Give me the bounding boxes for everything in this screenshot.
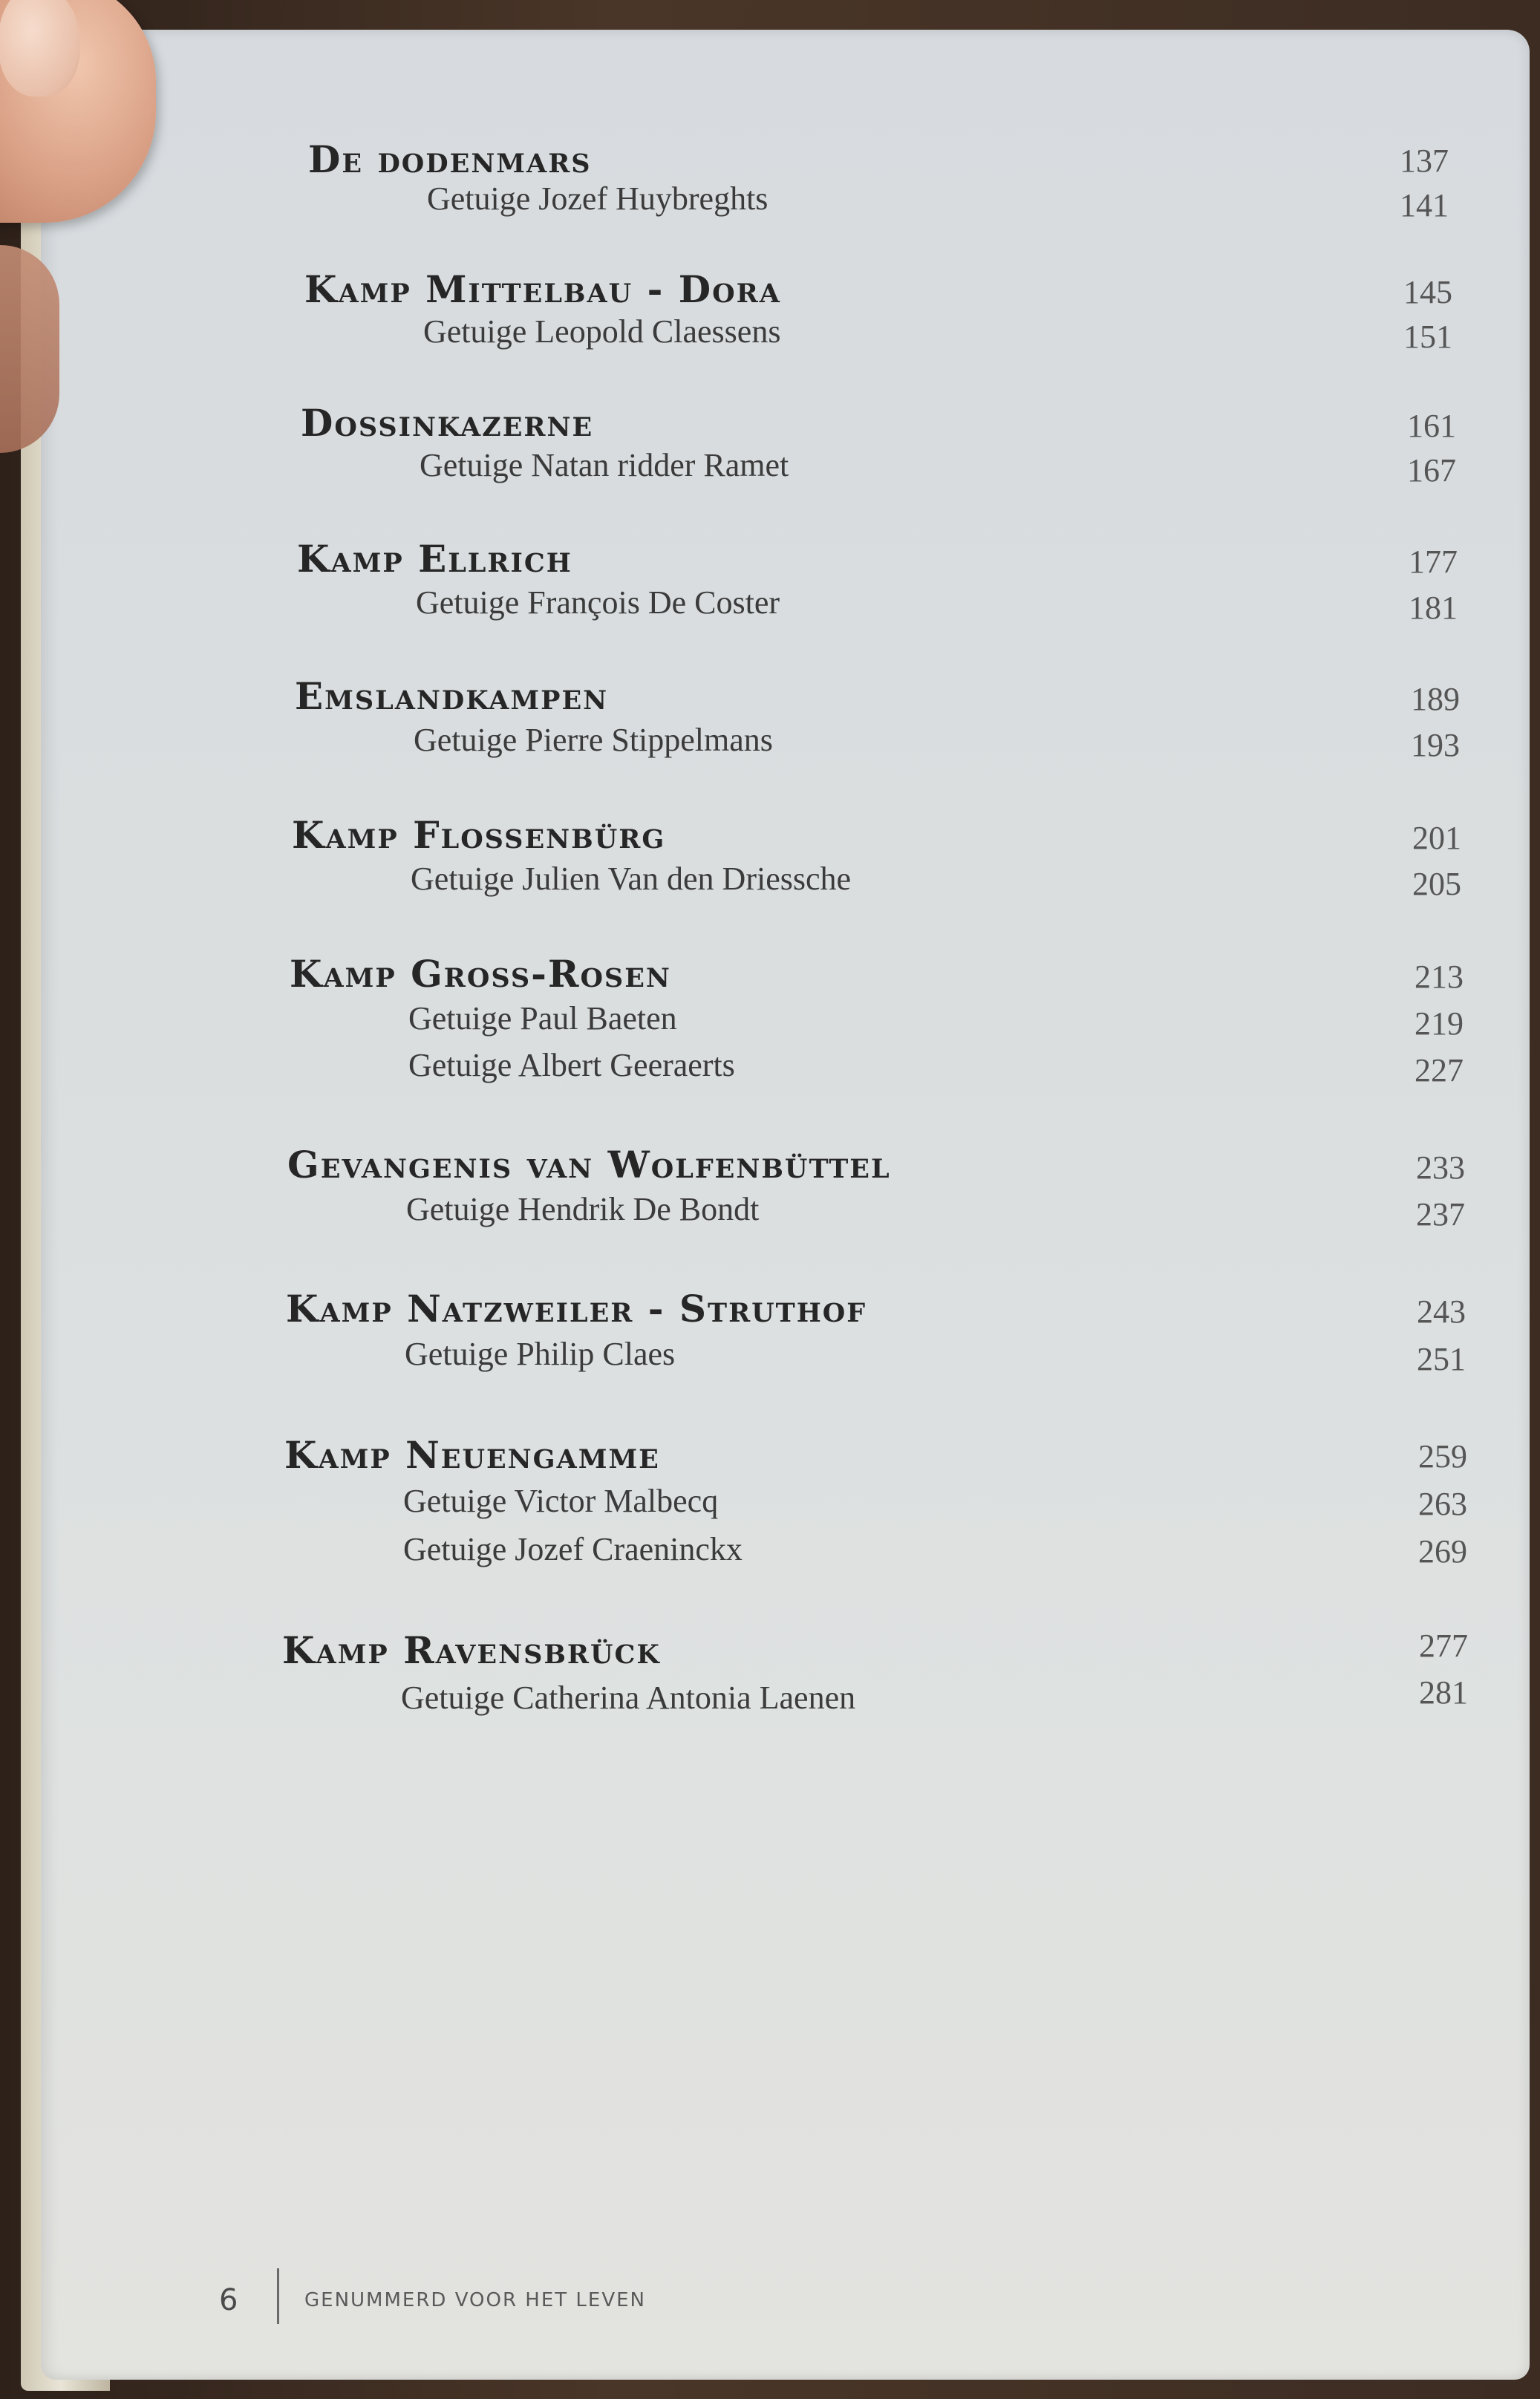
chapter-page-number: 201 [1412, 820, 1461, 856]
chapter-title: Kamp Ellrich [297, 537, 572, 581]
witness-page-number: 281 [1419, 1674, 1468, 1711]
toc-chapter [292, 813, 666, 857]
witness-page-number: 151 [1403, 319, 1452, 355]
toc-chapter [290, 952, 671, 996]
chapter-title: Kamp Mittelbau - Dora [304, 267, 781, 311]
toc-chapter [287, 1143, 891, 1187]
witness-entry: Getuige Paul Baeten [408, 1000, 677, 1037]
witness-entry: Getuige Pierre Stippelmans [414, 722, 773, 758]
witness-entry: Getuige Victor Malbecq [403, 1483, 719, 1519]
witness-page-number: 263 [1418, 1486, 1467, 1522]
witness-entry: Getuige Hendrik De Bondt [406, 1191, 760, 1227]
footer-page-number: 6 [219, 2283, 238, 2317]
chapter-page-number: 277 [1419, 1628, 1468, 1664]
book-page [41, 30, 1530, 2380]
chapter-title: Kamp Ravensbrück [282, 1628, 661, 1672]
toc-chapter [304, 267, 781, 311]
chapter-title: De dodenmars [308, 137, 592, 181]
chapter-title: Gevangenis van Wolfenbüttel [287, 1143, 891, 1187]
witness-entry: Getuige Catherina Antonia Laenen [401, 1680, 856, 1716]
witness-page-number: 167 [1407, 452, 1456, 489]
toc-chapter [308, 137, 592, 181]
thumbnail-nail [0, 0, 80, 97]
toc-chapter [301, 401, 594, 445]
witness-page-number: 141 [1400, 187, 1449, 223]
chapter-title: Emslandkampen [295, 674, 609, 718]
witness-entry: Getuige Philip Claes [405, 1336, 676, 1372]
finger [0, 245, 59, 453]
toc-chapter [284, 1433, 660, 1477]
witness-entry: Getuige Leopold Claessens [423, 313, 781, 350]
witness-entry: Getuige Albert Geeraerts [408, 1047, 735, 1083]
witness-entry: Getuige Jozef Huybreghts [427, 180, 769, 217]
toc-chapter [297, 537, 572, 581]
chapter-page-number: 177 [1409, 544, 1458, 580]
witness-entry: Getuige Julien Van den Driessche [411, 861, 852, 897]
chapter-title: Kamp Gross-Rosen [290, 952, 671, 996]
chapter-page-number: 145 [1403, 274, 1452, 310]
toc-chapter [282, 1628, 661, 1672]
chapter-title: Dossinkazerne [301, 401, 594, 445]
chapter-page-number: 259 [1418, 1438, 1467, 1475]
chapter-page-number: 161 [1407, 408, 1456, 444]
witness-page-number: 205 [1412, 866, 1461, 902]
chapter-page-number: 213 [1415, 959, 1464, 995]
toc-chapter [286, 1287, 867, 1331]
witness-page-number: 193 [1411, 727, 1460, 763]
witness-entry: Getuige François De Coster [416, 584, 780, 621]
witness-page-number: 181 [1409, 590, 1458, 626]
witness-page-number: 227 [1415, 1052, 1464, 1088]
footer-divider [277, 2268, 279, 2324]
chapter-page-number: 233 [1416, 1149, 1465, 1186]
witness-page-number: 237 [1416, 1196, 1465, 1233]
witness-page-number: 251 [1417, 1341, 1466, 1377]
chapter-page-number: 137 [1400, 143, 1449, 179]
footer-book-title: GENUMMERD VOOR HET LEVEN [304, 2289, 646, 2311]
chapter-title: Kamp Natzweiler - Struthof [286, 1287, 867, 1331]
chapter-title: Kamp Flossenbürg [292, 813, 666, 857]
toc-chapter [295, 674, 609, 718]
table-of-contents [41, 30, 1530, 2380]
chapter-title: Kamp Neuengamme [284, 1433, 660, 1477]
witness-page-number: 219 [1415, 1005, 1464, 1042]
chapter-page-number: 189 [1411, 681, 1460, 717]
witness-entry: Getuige Natan ridder Ramet [420, 447, 789, 483]
chapter-page-number: 243 [1417, 1293, 1466, 1330]
witness-page-number: 269 [1418, 1533, 1467, 1570]
witness-entry: Getuige Jozef Craeninckx [403, 1531, 743, 1567]
